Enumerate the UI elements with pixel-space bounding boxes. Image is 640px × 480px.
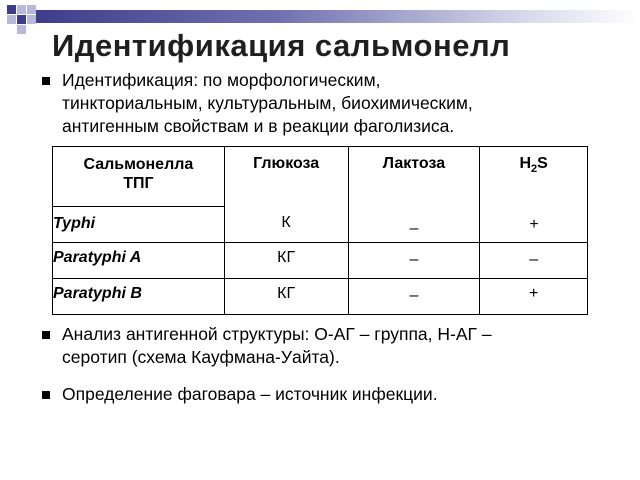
paragraph-line: тинкториальным, культуральным, биохимическим, (62, 93, 473, 113)
deco-square (7, 5, 16, 14)
table-cell-glucose: КГ (224, 279, 348, 315)
deco-square (17, 15, 26, 24)
table-row-name: Typhi (53, 207, 225, 243)
bullet-marker (42, 77, 50, 85)
paragraph-phage (62, 383, 438, 406)
paragraph-line: антигенным свойствам и в реакции фаголизиса. (62, 116, 455, 136)
table-cell-lactose: – (409, 220, 419, 237)
bullet-marker (42, 391, 50, 399)
table-cell-h2s: – (480, 243, 588, 279)
paragraph-identification (62, 69, 473, 138)
title-gradient-bar (36, 10, 640, 23)
bullet-marker (42, 331, 50, 339)
slide-title: Идентификация сальмонелл (52, 28, 511, 63)
table-cell-lactose: – (348, 243, 480, 279)
header-h2s: $H_2S$ (519, 155, 548, 176)
header-glucose: Глюкоза (253, 155, 320, 172)
deco-square (7, 15, 16, 24)
table-row-name: Paratyphi B (53, 279, 225, 315)
paragraph-line: Определение фаговара – источник инфекции. (62, 384, 438, 404)
deco-square (17, 25, 26, 34)
table-cell-glucose: КГ (224, 243, 348, 279)
header-cell-salmonella (53, 147, 225, 207)
paragraph-antigen (62, 323, 492, 369)
paragraph-line: Идентификация: по морфологическим, (62, 70, 381, 90)
table-row-name: Paratyphi A (53, 243, 225, 279)
header-lactose: Лактоза (382, 155, 446, 172)
table-cell-glucose: К (281, 214, 291, 231)
deco-square (17, 5, 26, 14)
header-salmonella-line2: ТПГ (123, 175, 154, 192)
paragraph-line: серотип (схема Кауфмана-Уайта). (62, 347, 340, 367)
deco-square (27, 15, 36, 24)
table-cell-h2s: + (529, 216, 539, 233)
paragraph-line: Анализ антигенной структуры: О-АГ – группа, Н-АГ – (62, 324, 492, 344)
deco-square (27, 5, 36, 14)
header-salmonella-line1: Сальмонелла (83, 156, 194, 173)
table-cell-lactose: – (348, 279, 480, 315)
table-cell-h2s: + (480, 279, 588, 315)
